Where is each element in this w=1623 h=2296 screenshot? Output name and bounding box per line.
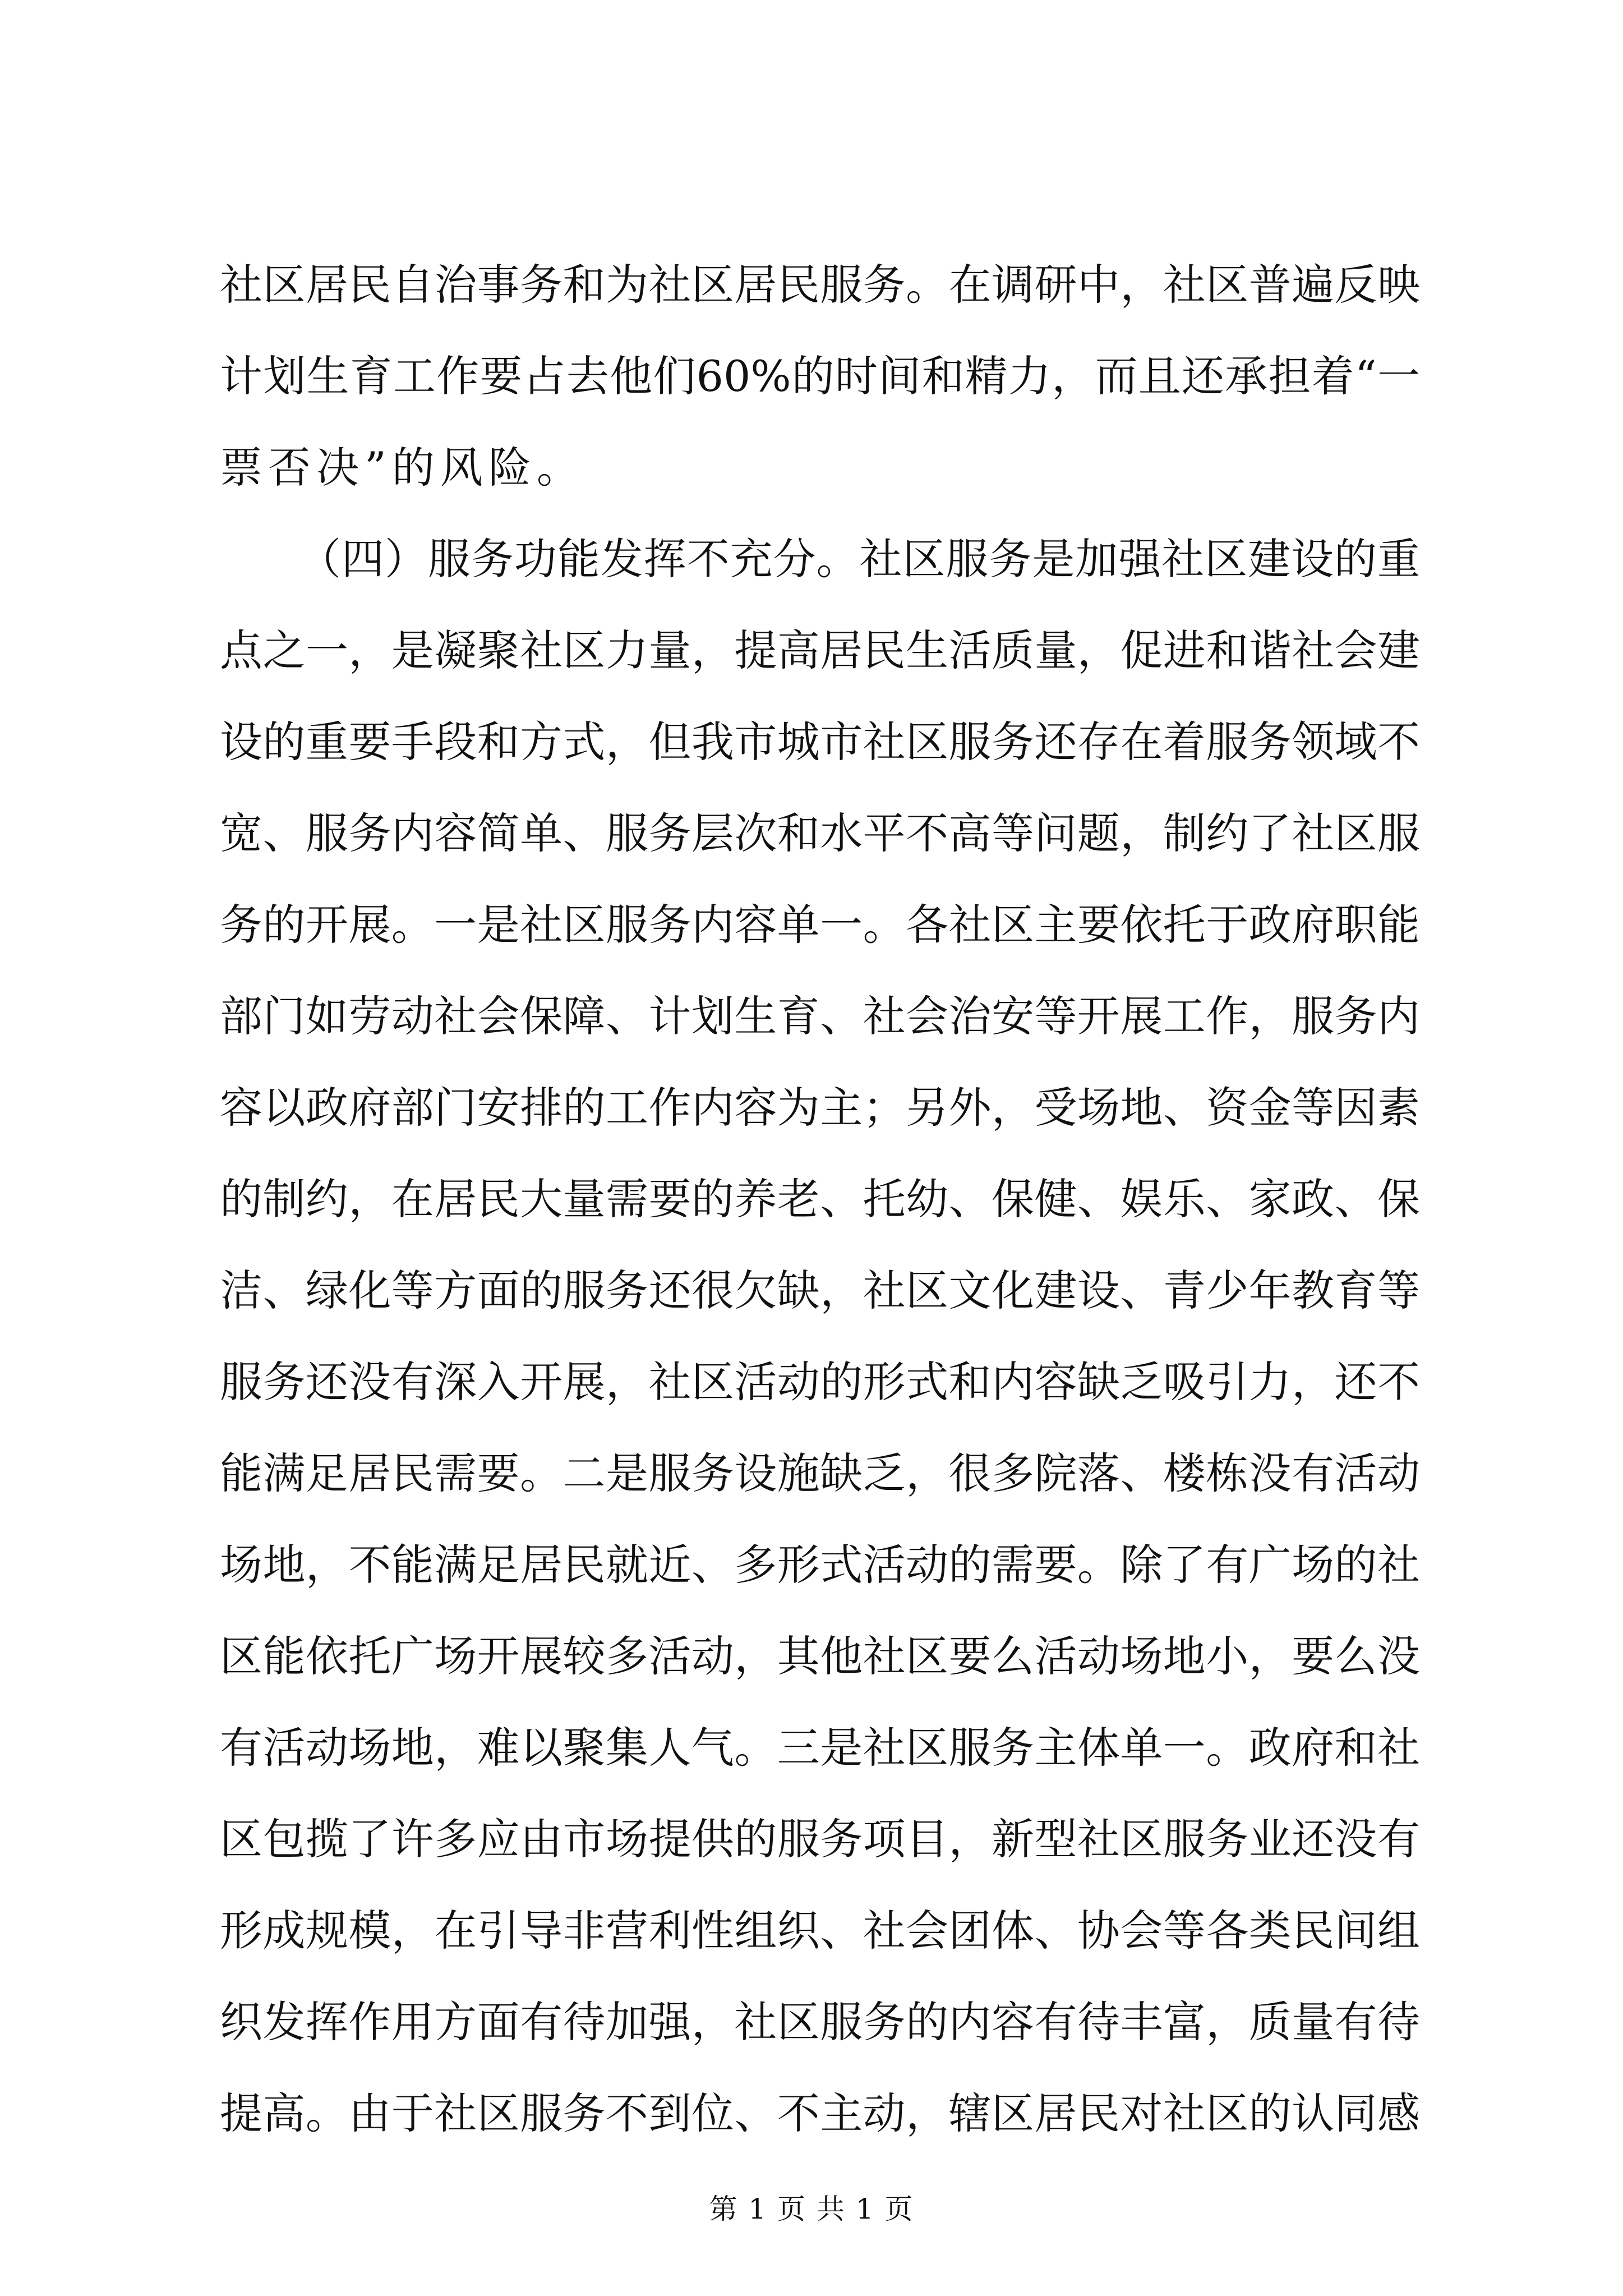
paragraph-line: 务的开展。一是社区服务内容单一。各社区主要依托于政府职能 [220, 900, 1420, 950]
paragraph-line: 织发挥作用方面有待加强，社区服务的内容有待丰富，质量有待 [220, 1997, 1420, 2047]
paragraph-line: 洁、绿化等方面的服务还很欠缺，社区文化建设、青少年教育等 [220, 1266, 1420, 1315]
paragraph-line: （四）服务功能发挥不充分。社区服务是加强社区建设的重 [298, 534, 1420, 584]
paragraph-line: 社区居民自治事务和为社区居民服务。在调研中，社区普遍反映 [220, 260, 1420, 310]
paragraph-line: 场地，不能满足居民就近、多形式活动的需要。除了有广场的社 [220, 1540, 1420, 1590]
paragraph-line: 提高。由于社区服务不到位、不主动，辖区居民对社区的认同感 [220, 2088, 1420, 2138]
paragraph-line: 形成规模，在引导非营利性组织、社会团体、协会等各类民间组 [220, 1906, 1420, 1955]
paragraph-line: 计划生育工作要占去他们60%的时间和精力，而且还承担着“一 [220, 351, 1420, 401]
paragraph-line: 部门如劳动社会保障、计划生育、社会治安等开展工作，服务内 [220, 991, 1420, 1041]
paragraph-line: 的制约，在居民大量需要的养老、托幼、保健、娱乐、家政、保 [220, 1174, 1420, 1224]
paragraph-line: 区包揽了许多应由市场提供的服务项目，新型社区服务业还没有 [220, 1814, 1420, 1864]
paragraph-line: 容以政府部门安排的工作内容为主；另外，受场地、资金等因素 [220, 1083, 1420, 1133]
paragraph-line: 能满足居民需要。二是服务设施缺乏，很多院落、楼栋没有活动 [220, 1448, 1420, 1498]
paragraph-line: 区能依托广场开展较多活动，其他社区要么活动场地小，要么没 [220, 1631, 1420, 1681]
page-number-footer: 第 1 页 共 1 页 [709, 2193, 914, 2225]
paragraph-line: 有活动场地，难以聚集人气。三是社区服务主体单一。政府和社 [220, 1723, 1420, 1773]
paragraph-line: 设的重要手段和方式，但我市城市社区服务还存在着服务领域不 [220, 717, 1420, 767]
paragraph-line: 点之一，是凝聚社区力量，提高居民生活质量，促进和谐社会建 [220, 625, 1420, 675]
paragraph-line: 宽、服务内容简单、服务层次和水平不高等问题，制约了社区服 [220, 808, 1420, 858]
paragraph-line: 服务还没有深入开展，社区活动的形式和内容缺乏吸引力，还不 [220, 1357, 1420, 1407]
paragraph-line: 票否决”的风险。 [220, 443, 585, 493]
